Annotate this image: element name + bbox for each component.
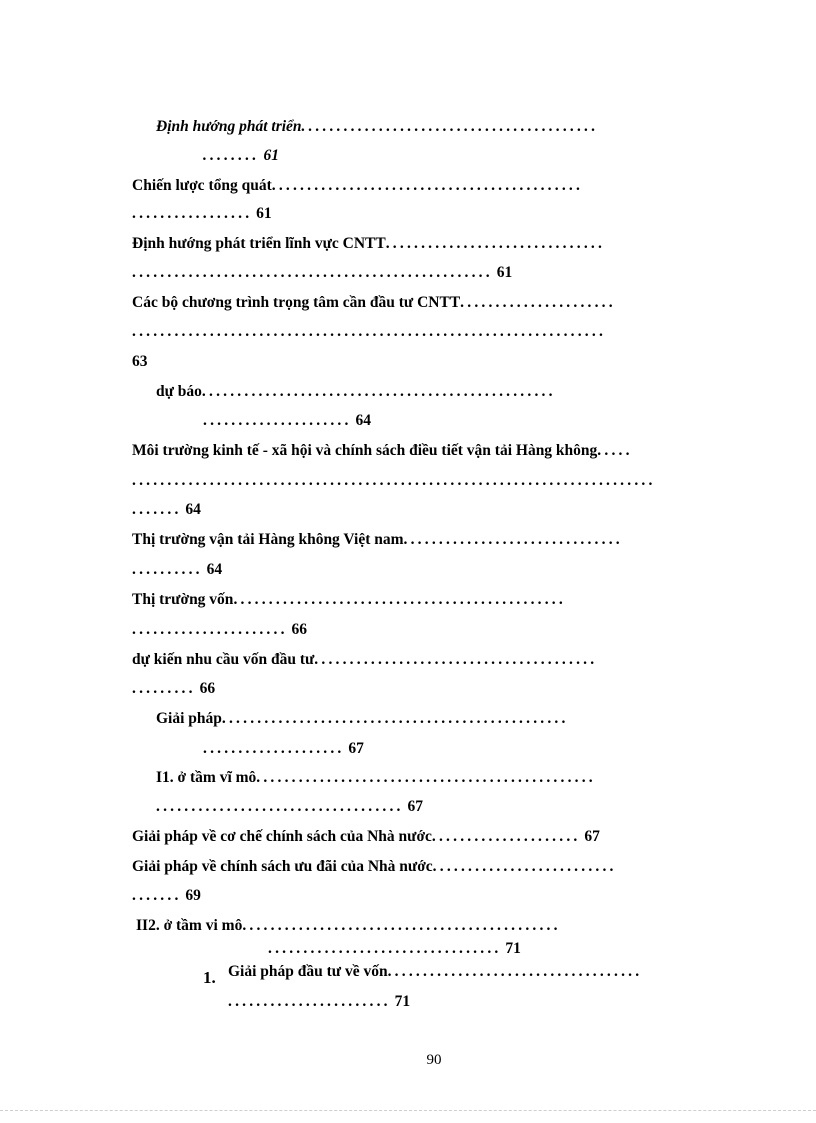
toc-entry-du-bao-cont — [203, 411, 371, 431]
toc-leader-dots: ............................................... — [233, 591, 566, 608]
page-number: 90 — [426, 1052, 442, 1068]
toc-leader-dots: ......... — [132, 680, 196, 697]
toc-leader-dots: ................................................................... — [132, 323, 607, 340]
toc-entry-chien-luoc-tong-quat[interactable] — [132, 176, 583, 196]
toc-leader-dots: .................................... — [387, 963, 643, 980]
toc-page-number: 64 — [355, 412, 371, 429]
toc-entry-du-bao[interactable] — [156, 382, 556, 402]
toc-leader-dots: .......................................... — [301, 118, 599, 135]
toc-leader-dots: .......................... — [432, 858, 617, 875]
toc-leader-dots: ............................... — [403, 531, 623, 548]
toc-leader-dots: ........ — [203, 147, 260, 164]
toc-leader-dots: ................................... — [156, 798, 404, 815]
toc-leader-dots: ...................... — [460, 294, 616, 311]
toc-leader-dots: ............................................ — [271, 177, 584, 194]
toc-entry-giai-phap[interactable] — [156, 709, 569, 729]
toc-page-number: 67 — [584, 828, 600, 845]
toc-page-number: 63 — [132, 353, 148, 370]
toc-entry-title: Môi trường kinh tế - xã hội và chính sách điều tiết vận tải Hàng không — [132, 442, 598, 459]
toc-page-number: 69 — [185, 887, 201, 904]
toc-entry-giai-phap-cont — [203, 739, 364, 759]
toc-leader-dots: ................. — [132, 205, 253, 222]
toc-entry-thi-truong-van-tai[interactable] — [132, 530, 623, 550]
toc-leader-dots: .......................................................................... — [132, 472, 656, 489]
toc-entry-giai-phap-dau-tu-von-cont — [228, 992, 410, 1012]
toc-entry-title: Các bộ chương trình trọng tâm cần đầu tư CNTT — [132, 294, 461, 311]
toc-leader-dots: ....... — [132, 501, 182, 518]
toc-leader-dots: ..................... — [431, 828, 581, 845]
toc-entry-title: dự kiến nhu cầu vốn đầu tư — [132, 651, 315, 668]
toc-page-number: 61 — [256, 205, 272, 222]
toc-entry-moi-truong-kinh-te-page — [132, 500, 201, 520]
toc-entry-moi-truong-kinh-te-cont — [132, 471, 656, 491]
toc-entry-dinh-huong-phat-trien-cont — [203, 146, 279, 166]
toc-entry-title: dự báo — [156, 383, 202, 400]
toc-page-number: 67 — [348, 740, 364, 757]
toc-entry-thi-truong-van-tai-cont — [132, 560, 222, 580]
toc-entry-title: Định hướng phát triển — [156, 118, 302, 135]
toc-entry-i2-tam-vi-mo-cont — [268, 939, 521, 959]
toc-page-number: 64 — [206, 561, 223, 578]
toc-entry-i1-tam-vi-mo[interactable] — [156, 768, 596, 788]
toc-page-number: 61 — [496, 264, 513, 281]
toc-leader-dots: ....................... — [228, 993, 391, 1010]
toc-leader-dots: ..... — [597, 442, 633, 459]
toc-entry-thi-truong-von[interactable] — [132, 590, 566, 610]
toc-page-number: 67 — [407, 798, 423, 815]
toc-entry-cac-bo-chuong-trinh-cont — [132, 322, 606, 342]
toc-entry-title: Thị trường vốn — [132, 591, 234, 608]
toc-leader-dots: .................... — [203, 740, 345, 757]
toc-page-number: 71 — [505, 940, 521, 957]
toc-entry-title: Thị trường vận tải Hàng không Việt nam — [132, 531, 404, 548]
toc-leader-dots: .................................................. — [201, 383, 556, 400]
toc-entry-dinh-huong-cntt-cont — [132, 263, 512, 283]
toc-page-number: 64 — [185, 501, 201, 518]
toc-entry-title: Chiến lược tổng quát — [132, 177, 272, 194]
toc-entry-title: Giải pháp — [156, 710, 222, 727]
toc-entry-title: Giải pháp đầu tư về vốn — [228, 963, 388, 980]
toc-entry-dinh-huong-phat-trien[interactable] — [156, 117, 599, 137]
toc-entry-giai-phap-uu-dai[interactable] — [132, 857, 617, 877]
toc-leader-dots: ............................... — [385, 235, 606, 252]
toc-entry-du-kien-nhu-cau-von[interactable] — [132, 650, 597, 670]
toc-entry-chien-luoc-tong-quat-cont — [132, 204, 272, 224]
toc-entry-title: Định hướng phát triển lĩnh vực CNTT — [132, 235, 386, 252]
page-bottom-divider — [0, 1110, 816, 1111]
toc-page-number: 66 — [291, 621, 308, 638]
toc-entry-moi-truong-kinh-te[interactable] — [132, 441, 633, 461]
toc-entry-giai-phap-co-che[interactable] — [132, 827, 600, 847]
toc-entry-i2-tam-vi-mo[interactable] — [136, 916, 561, 936]
toc-leader-dots: .......... — [132, 561, 203, 578]
toc-leader-dots: ................................. — [268, 940, 502, 957]
toc-leader-dots: ..................... — [203, 412, 352, 429]
toc-page-number: 71 — [394, 993, 411, 1010]
toc-entry-title: Giải pháp về cơ chế chính sách của Nhà nước — [132, 828, 432, 845]
toc-entry-cac-bo-chuong-trinh[interactable] — [132, 293, 616, 313]
toc-entry-title: Giải pháp về chính sách ưu đãi của Nhà nước — [132, 858, 433, 875]
toc-leader-dots: ................................................... — [132, 264, 493, 281]
toc-entry-giai-phap-uu-dai-cont — [132, 886, 201, 906]
toc-entry-number: 1. — [203, 968, 216, 987]
toc-leader-dots: ................................................ — [256, 769, 596, 786]
toc-leader-dots: ................................................. — [221, 710, 569, 727]
toc-entry-title: II2. ở tầm vi mô — [136, 917, 243, 934]
toc-entry-dinh-huong-cntt[interactable] — [132, 234, 605, 254]
toc-leader-dots: ...................... — [132, 621, 288, 638]
toc-leader-dots: ....... — [132, 887, 182, 904]
toc-leader-dots: ........................................ — [314, 651, 598, 668]
toc-entry-title: I1. ở tầm vĩ mô — [156, 769, 257, 786]
toc-entry-giai-phap-dau-tu-von[interactable] — [228, 962, 642, 982]
toc-page-number: 66 — [199, 680, 216, 697]
toc-entry-du-kien-nhu-cau-von-cont — [132, 679, 215, 699]
toc-entry-thi-truong-von-cont — [132, 620, 307, 640]
toc-entry-cac-bo-chuong-trinh-page — [132, 352, 148, 372]
toc-leader-dots: ............................................. — [242, 917, 561, 934]
toc-entry-i1-tam-vi-mo-cont — [156, 797, 423, 817]
toc-page-number: 61 — [263, 147, 279, 164]
